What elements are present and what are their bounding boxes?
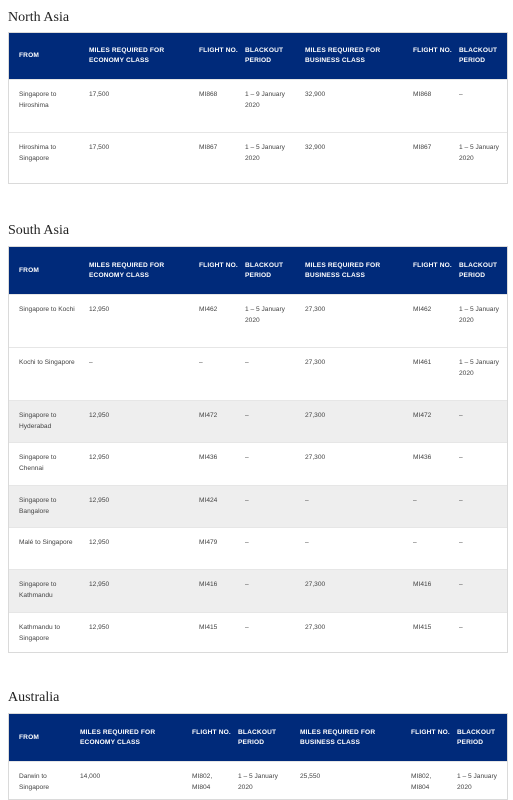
from-cell: Singapore to Hyderabad [19,412,57,430]
from-header: FROM [19,266,40,274]
south-asia-table-header [9,247,507,294]
economy-blackout-cell: – [245,497,249,504]
business-miles-header: MILES REQUIRED FOR BUSINESS CLASS [300,728,376,746]
business-blackout-cell: – [459,624,463,631]
business-flight-header: FLIGHT NO. [413,261,452,269]
economy-blackout-header: BLACKOUT PERIOD [238,728,277,746]
table-row [9,442,507,486]
from-cell: Darwin to Singapore [19,773,50,791]
business-flight-cell: MI436 [413,454,432,461]
business-blackout-cell: 1 – 5 January 2020 [459,359,499,377]
economy-flight-header: FLIGHT NO. [199,261,238,269]
economy-flight-cell: MI424 [199,497,218,504]
business-flight-header: FLIGHT NO. [411,728,450,736]
north-asia-table-header [9,33,507,79]
business-blackout-cell: 1 – 5 January 2020 [459,144,499,162]
economy-blackout-cell: – [245,539,249,546]
business-blackout-header: BLACKOUT PERIOD [457,728,496,746]
business-miles-cell: 32,900 [305,91,326,98]
business-miles-cell: – [305,497,309,504]
from-cell: Singapore to Bangalore [19,497,57,515]
from-cell: Singapore to Chennai [19,454,57,472]
economy-blackout-cell: 1 – 5 January 2020 [245,306,285,324]
business-flight-cell: – [413,539,417,546]
economy-blackout-cell: – [245,624,249,631]
from-cell: Kochi to Singapore [19,359,75,366]
table-row [9,569,507,613]
from-cell: Malé to Singapore [19,539,73,546]
business-blackout-cell: – [459,412,463,419]
from-cell: Kathmandu to Singapore [19,624,61,642]
business-flight-cell: MI472 [413,412,432,419]
economy-flight-cell: MI472 [199,412,218,419]
business-miles-cell: 27,300 [305,624,326,631]
economy-blackout-cell: – [245,581,249,588]
business-miles-cell: 27,300 [305,306,326,313]
from-cell: Singapore to Kathmandu [19,581,57,599]
business-flight-cell: MI462 [413,306,432,313]
economy-miles-header: MILES REQUIRED FOR ECONOMY CLASS [89,261,165,279]
economy-miles-cell: 12,950 [89,539,110,546]
economy-flight-cell: MI436 [199,454,218,461]
economy-flight-cell: – [199,359,203,366]
business-blackout-cell: 1 – 5 January 2020 [457,773,497,791]
business-flight-cell: MI416 [413,581,432,588]
economy-blackout-header: BLACKOUT PERIOD [245,47,284,64]
business-flight-header: FLIGHT NO. [413,47,452,54]
business-flight-cell: MI802, MI804 [411,773,432,791]
economy-flight-cell: MI479 [199,539,218,546]
business-blackout-header: BLACKOUT PERIOD [459,261,498,279]
economy-blackout-cell: 1 – 5 January 2020 [238,773,278,791]
economy-blackout-header: BLACKOUT PERIOD [245,261,284,279]
table-row [9,612,507,653]
economy-flight-cell: MI415 [199,624,218,631]
table-row [9,132,507,184]
economy-miles-header: MILES REQUIRED FOR ECONOMY CLASS [89,47,165,64]
business-miles-cell: 25,550 [300,773,321,780]
business-flight-cell: MI461 [413,359,432,366]
economy-miles-cell: 12,950 [89,306,110,313]
business-miles-cell: – [305,539,309,546]
economy-flight-header: FLIGHT NO. [192,728,231,736]
economy-blackout-cell: – [245,359,249,366]
table-row [9,347,507,401]
south-asia-table [8,246,508,653]
south-asia-section-title: South Asia [8,223,70,238]
business-blackout-cell: – [459,454,463,461]
table-row [9,485,507,528]
australia-table-header [9,714,507,761]
economy-blackout-cell: – [245,454,249,461]
economy-blackout-cell: 1 – 9 January 2020 [245,91,285,109]
economy-blackout-cell: – [245,412,249,419]
table-row [9,761,507,800]
business-miles-cell: 27,300 [305,412,326,419]
business-miles-cell: 27,300 [305,454,326,461]
business-blackout-cell: – [459,581,463,588]
economy-miles-cell: 12,950 [89,412,110,419]
economy-flight-cell: MI462 [199,306,218,313]
economy-blackout-cell: 1 – 5 January 2020 [245,144,285,162]
business-flight-cell: MI867 [413,144,432,151]
from-cell: Singapore to Kochi [19,306,75,313]
business-flight-cell: MI868 [413,91,432,98]
business-miles-cell: 27,300 [305,581,326,588]
economy-flight-cell: MI868 [199,91,218,98]
from-header: FROM [19,52,40,59]
table-row [9,79,507,133]
economy-flight-cell: MI867 [199,144,218,151]
table-row [9,527,507,570]
australia-table [8,713,508,800]
from-cell: Singapore to Hiroshima [19,91,57,109]
from-header: FROM [19,733,40,741]
economy-miles-cell: 12,950 [89,497,110,504]
table-row [9,294,507,348]
economy-miles-cell: – [89,359,93,366]
economy-miles-cell: 12,950 [89,581,110,588]
economy-flight-cell: MI416 [199,581,218,588]
business-miles-cell: 32,900 [305,144,326,151]
economy-miles-cell: 12,950 [89,454,110,461]
economy-miles-cell: 17,500 [89,144,110,151]
north-asia-table [8,32,508,184]
business-blackout-header: BLACKOUT PERIOD [459,47,498,64]
economy-flight-cell: MI802, MI804 [192,773,213,791]
business-miles-header: MILES REQUIRED FOR BUSINESS CLASS [305,261,381,279]
economy-flight-header: FLIGHT NO. [199,47,238,54]
economy-miles-header: MILES REQUIRED FOR ECONOMY CLASS [80,728,156,746]
business-miles-cell: 27,300 [305,359,326,366]
economy-miles-cell: 12,950 [89,624,110,631]
economy-miles-cell: 17,500 [89,91,110,98]
business-blackout-cell: – [459,539,463,546]
business-blackout-cell: – [459,91,463,98]
business-flight-cell: – [413,497,417,504]
from-cell: Hiroshima to Singapore [19,144,57,162]
business-blackout-cell: 1 – 5 January 2020 [459,306,499,324]
business-flight-cell: MI415 [413,624,432,631]
business-miles-header: MILES REQUIRED FOR BUSINESS CLASS [305,47,381,64]
north-asia-section-title: North Asia [8,10,70,25]
australia-section-title: Australia [8,690,60,705]
business-blackout-cell: – [459,497,463,504]
table-row [9,400,507,443]
economy-miles-cell: 14,000 [80,773,101,780]
